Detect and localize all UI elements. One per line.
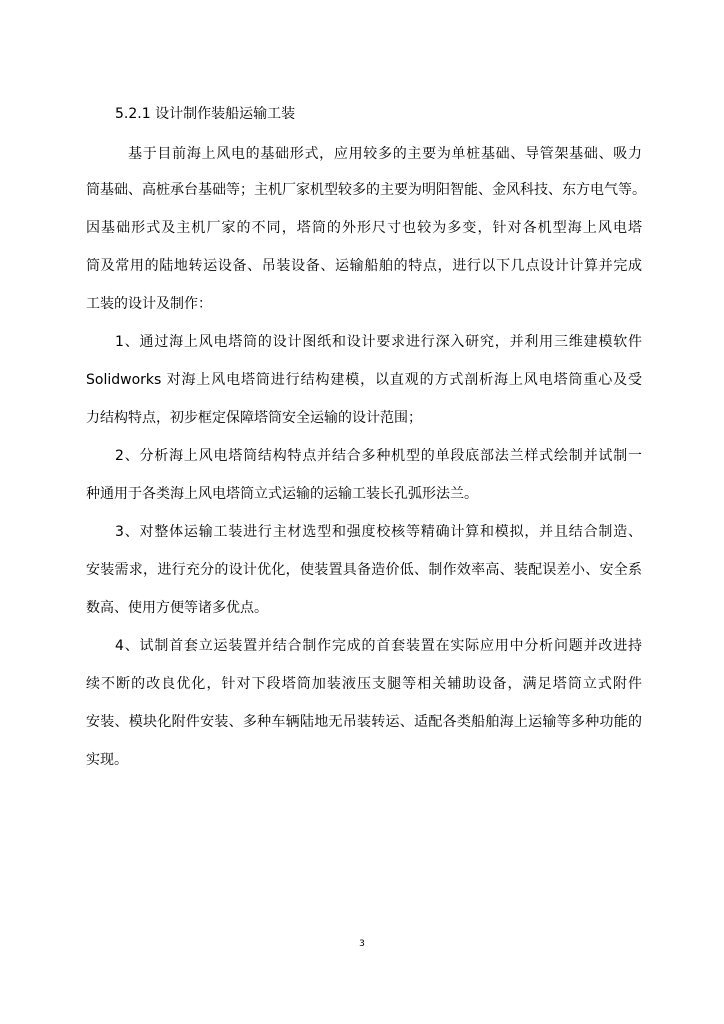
page-number: 3 — [359, 939, 365, 949]
paragraph-2-line-2: Solidworks 对海上风电塔筒进行结构建模，以直观的方式剖析海上风电塔筒重心及受 — [86, 372, 642, 388]
paragraph-4-line-2: 安装需求，进行充分的设计优化，使装置具备造价低、制作效率高、装配误差小、安全系 — [86, 562, 642, 578]
paragraph-5-line-3: 安装、模块化附件安装、多种车辆陆地无吊装转运、适配各类船舶海上运输等多种功能的 — [86, 714, 642, 730]
paragraph-5-line-4: 实现。 — [86, 752, 128, 768]
paragraph-1-line-3: 因基础形式及主机厂家的不同，塔筒的外形尺寸也较为多变，针对各机型海上风电塔 — [86, 220, 642, 236]
paragraph-4-line-1: 3、对整体运输工装进行主材选型和强度校核等精确计算和模拟，并且结合制造、 — [115, 524, 642, 540]
paragraph-5-line-2: 续不断的改良优化，针对下段塔筒加装液压支腿等相关辅助设备，满足塔筒立式附件 — [86, 676, 642, 692]
paragraph-3-line-2: 种通用于各类海上风电塔筒立式运输的运输工装长孔弧形法兰。 — [86, 486, 478, 502]
section-heading: 5.2.1 设计制作装船运输工装 — [115, 106, 296, 122]
paragraph-5-line-1: 4、试制首套立运装置并结合制作完成的首套装置在实际应用中分析问题并改进持 — [115, 638, 642, 654]
paragraph-2-line-3: 力结构特点，初步框定保障塔筒安全运输的设计范围； — [86, 410, 422, 426]
paragraph-1-line-5: 工装的设计及制作： — [86, 296, 212, 312]
paragraph-2-line-1: 1、通过海上风电塔筒的设计图纸和设计要求进行深入研究，并利用三维建模软件 — [115, 334, 642, 350]
paragraph-3-line-1: 2、分析海上风电塔筒结构特点并结合多种机型的单段底部法兰样式绘制并试制一 — [115, 448, 642, 464]
paragraph-1-line-1: 基于目前海上风电的基础形式，应用较多的主要为单桩基础、导管架基础、吸力 — [128, 146, 642, 162]
paragraph-1-line-4: 筒及常用的陆地转运设备、吊装设备、运输船舶的特点，进行以下几点设计计算并完成 — [86, 258, 642, 274]
paragraph-4-line-3: 数高、使用方便等诸多优点。 — [86, 600, 268, 616]
paragraph-1-line-2: 筒基础、高桩承台基础等；主机厂家机型较多的主要为明阳智能、金风科技、东方电气等。 — [86, 182, 646, 198]
